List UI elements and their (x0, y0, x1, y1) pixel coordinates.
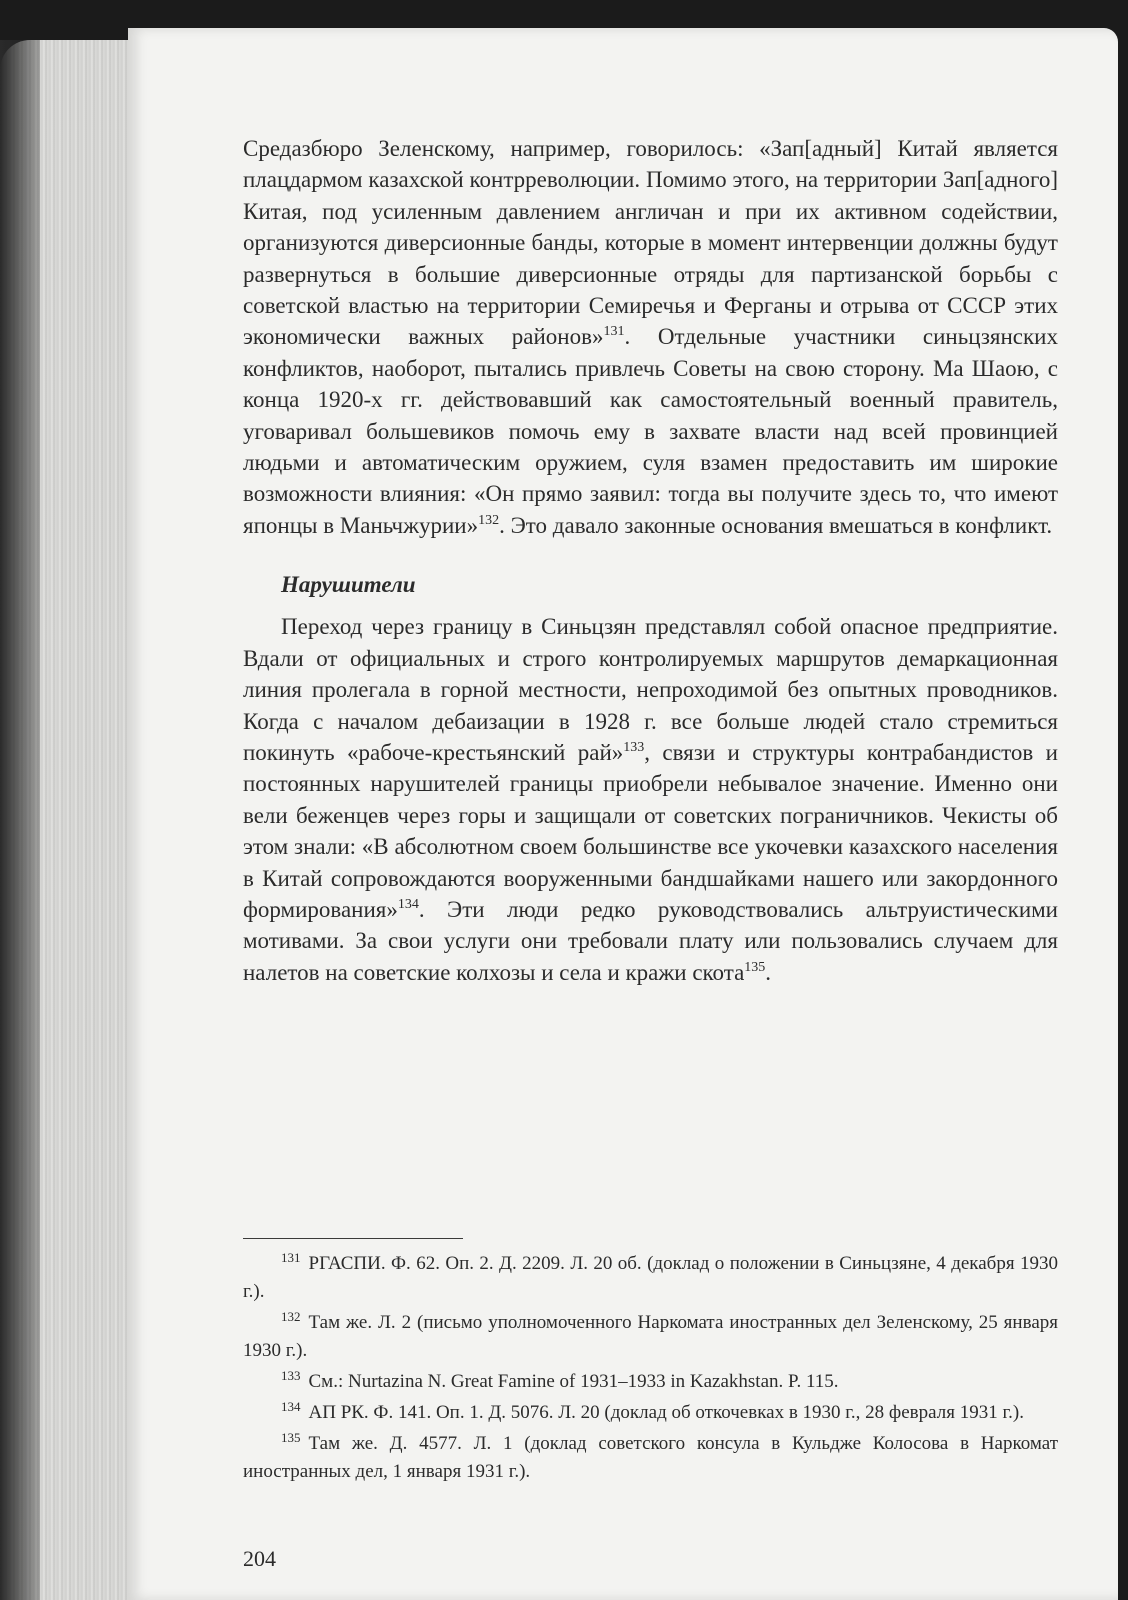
page-number: 204 (243, 1546, 276, 1571)
paragraph-2-text-a: Переход через границу в Синьцзян представлял собой опасное предприятие. Вдали от официальных и строго контролируемых маршрутов демаркационная линия пролегала в горной местности, непроходимой без опытных проводников. Когда с началом дебаизации в 1928 г. все больше людей стало стремиться покинуть «рабоче-крестьянский рай» (243, 614, 1058, 765)
footnote-ref-133[interactable]: 133 (623, 739, 645, 755)
footnote-number: 132 (281, 1309, 301, 1324)
footnote-separator (243, 1238, 463, 1239)
main-text (243, 133, 1058, 988)
paragraph-1-text-b: . Отдельные участники синьцзянских конфликтов, наоборот, пытались привлечь Советы на свою сторону. Ма Шаою, с конца 1920-х гг. действовавший как самостоятельный военный правитель, уговаривал большевиков помочь ему в захвате власти над всей провинцией людьми и автоматическим оружием, суля взамен предоставить им широкие возможности влияния: «Он прямо заявил: тогда вы получите здесь то, что имеют японцы в Маньчжурии» (243, 324, 1058, 538)
footnote-132 (243, 1309, 1058, 1365)
paragraph-1-text-a: Средазбюро Зеленскому, например, говорилось: «Зап[адный] Китай является плацдармом казахской контрреволюции. Помимо этого, на территории Зап[адного] Китая, под усиленным давлением англичан и при их активном содействии, организуются диверсионные банды, которые в момент интервенции должны будут развернуться в большие диверсионные отряды для партизанской борьбы с советской властью на территории Семиречья и Ферганы и отрыва от СССР этих экономически важных районов» (243, 136, 1058, 350)
footnote-number: 133 (281, 1368, 301, 1383)
footnote-number: 134 (281, 1399, 301, 1414)
paragraph-2-text-b: , связи и структуры контрабандистов и постоянных нарушителей границы приобрели небывалое значение. Именно они вели беженцев через горы и защищали от советских пограничников. Чекисты об этом знали: «В абсолютном своем большинстве все укочевки казахского населения в Китай сопровождаются вооруженными бандшайками нашего или закордонного формирования» (243, 739, 1058, 922)
footnote-text: Там же. Л. 2 (письмо уполномоченного Наркомата иностранных дел Зеленскому, 25 января 1930 г.). (243, 1312, 1058, 1361)
footnotes (243, 1250, 1058, 1489)
footnote-text: АП РК. Ф. 141. Оп. 1. Д. 5076. Л. 20 (доклад об откочевках в 1930 г., 28 февраля 1931 г.). (308, 1402, 1024, 1423)
footnote-text: Там же. Д. 4577. Л. 1 (доклад советского консула в Кульдже Колосова в Наркомат иностранных дел, 1 января 1931 г.). (243, 1433, 1058, 1482)
book-edge-shadow (0, 40, 40, 1600)
book-page (128, 28, 1118, 1600)
footnote-number: 135 (281, 1430, 301, 1445)
footnote-134 (243, 1399, 1058, 1427)
footnote-ref-131[interactable]: 131 (603, 324, 625, 340)
paragraph-1-text-c: . Это давало законные основания вмешаться в конфликт. (499, 512, 1053, 538)
footnote-135 (243, 1430, 1058, 1486)
footnote-131 (243, 1250, 1058, 1306)
footnote-ref-135[interactable]: 135 (744, 959, 766, 975)
footnote-ref-134[interactable]: 134 (397, 896, 419, 912)
section-heading: Нарушители (281, 572, 416, 598)
paragraph-1 (243, 133, 1058, 541)
footnote-133 (243, 1368, 1058, 1396)
paragraph-2-text-d: . (765, 959, 772, 985)
footnote-text: РГАСПИ. Ф. 62. Оп. 2. Д. 2209. Л. 20 об. (доклад о положении в Синьцзяне, 4 декабря 1930 г.). (243, 1253, 1058, 1302)
paragraph-2-text-c: . Эти люди редко руководствовались альтруистическими мотивами. За свои услуги они требовали плату или пользовались случаем для налетов на советские колхозы и села и кражи скота (243, 896, 1058, 985)
footnote-text: См.: Nurtazina N. Great Famine of 1931–1933 in Kazakhstan. P. 115. (308, 1371, 839, 1392)
footnote-number: 131 (281, 1250, 301, 1265)
paragraph-2 (243, 611, 1058, 988)
footnote-ref-132[interactable]: 132 (478, 512, 500, 528)
